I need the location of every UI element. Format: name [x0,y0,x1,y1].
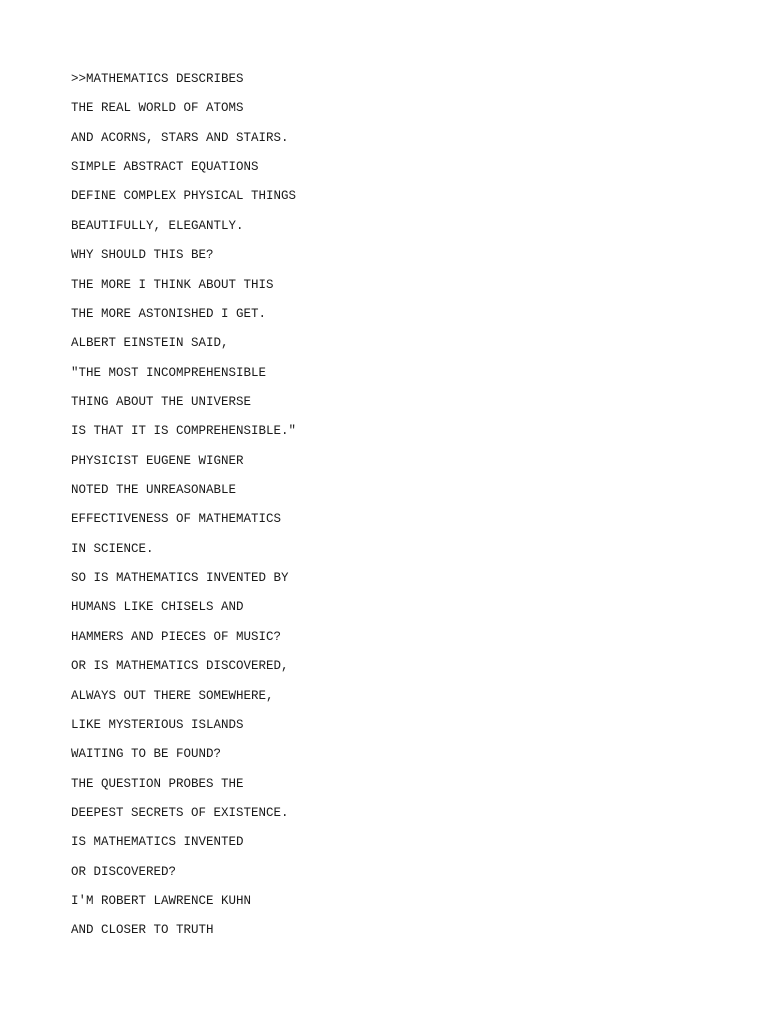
transcript-line: OR IS MATHEMATICS DISCOVERED, [71,659,289,674]
transcript-line: "THE MOST INCOMPREHENSIBLE [71,365,267,380]
transcript-text [71,70,671,951]
transcript-line: LIKE MYSTERIOUS ISLANDS [71,717,244,732]
transcript-line: AND ACORNS, STARS AND STAIRS. [71,130,289,145]
transcript-line: THE MORE I THINK ABOUT THIS [71,277,274,292]
transcript-line: THE QUESTION PROBES THE [71,776,244,791]
transcript-page [71,70,671,951]
transcript-line: IS THAT IT IS COMPREHENSIBLE." [71,424,297,439]
transcript-line: HUMANS LIKE CHISELS AND [71,600,244,615]
transcript-line: ALBERT EINSTEIN SAID, [71,336,229,351]
transcript-line: DEFINE COMPLEX PHYSICAL THINGS [71,189,297,204]
transcript-line: THE REAL WORLD OF ATOMS [71,101,244,116]
transcript-line: WHY SHOULD THIS BE? [71,248,214,263]
transcript-line: BEAUTIFULLY, ELEGANTLY. [71,218,244,233]
transcript-line: DEEPEST SECRETS OF EXISTENCE. [71,805,289,820]
transcript-line: AND CLOSER TO TRUTH [71,923,214,938]
transcript-line: IN SCIENCE. [71,541,154,556]
transcript-line: PHYSICIST EUGENE WIGNER [71,453,244,468]
transcript-line: EFFECTIVENESS OF MATHEMATICS [71,512,282,527]
transcript-line: THE MORE ASTONISHED I GET. [71,306,267,321]
transcript-line: SO IS MATHEMATICS INVENTED BY [71,571,289,586]
transcript-line: SIMPLE ABSTRACT EQUATIONS [71,160,259,175]
transcript-line: WAITING TO BE FOUND? [71,747,222,762]
transcript-line: ALWAYS OUT THERE SOMEWHERE, [71,688,274,703]
transcript-line: THING ABOUT THE UNIVERSE [71,394,252,409]
transcript-line: I'M ROBERT LAWRENCE KUHN [71,894,252,909]
transcript-line: HAMMERS AND PIECES OF MUSIC? [71,629,282,644]
transcript-line: IS MATHEMATICS INVENTED [71,835,244,850]
transcript-line: OR DISCOVERED? [71,864,177,879]
transcript-line: NOTED THE UNREASONABLE [71,483,237,498]
transcript-line: >>MATHEMATICS DESCRIBES [71,72,244,86]
